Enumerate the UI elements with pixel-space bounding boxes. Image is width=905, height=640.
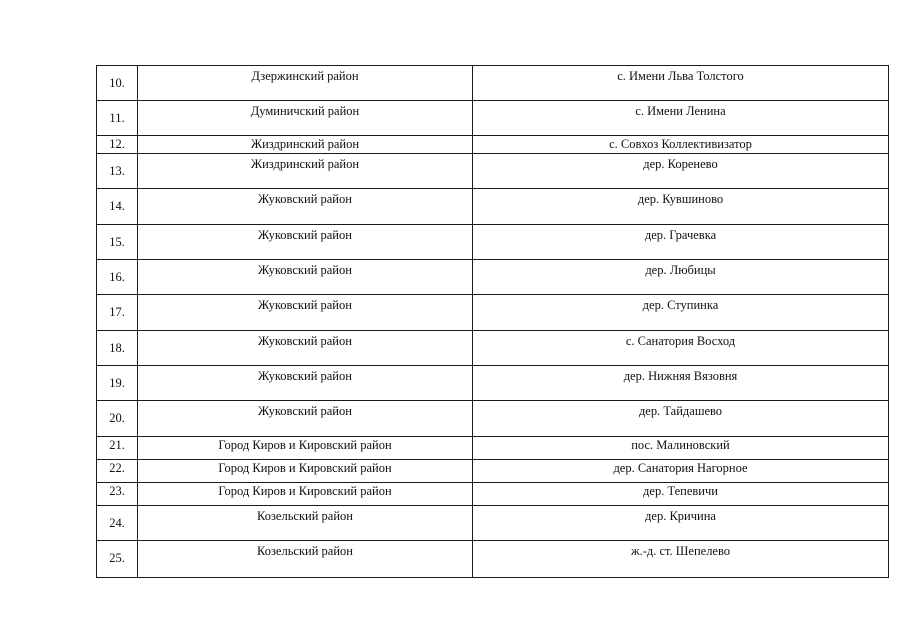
table-row	[97, 154, 889, 189]
settlement-cell	[473, 295, 889, 331]
settlement-cell	[473, 66, 889, 101]
row-number-cell	[97, 295, 138, 331]
district-name: Город Киров и Кировский район	[218, 484, 392, 498]
table-row	[97, 225, 889, 260]
district-cell	[138, 331, 473, 366]
district-name: Жиздринский район	[250, 157, 360, 171]
settlement-cell	[473, 401, 889, 437]
district-cell	[138, 366, 473, 401]
district-cell	[138, 541, 473, 578]
settlement-cell	[473, 506, 889, 541]
row-number: 22.	[109, 461, 125, 475]
table-row	[97, 136, 889, 154]
settlement-name: дер. Кувшиново	[637, 192, 724, 206]
district-cell	[138, 154, 473, 189]
district-cell	[138, 483, 473, 506]
settlement-name: с. Совхоз Коллективизатор	[609, 137, 752, 151]
district-name: Жуковский район	[258, 298, 352, 312]
row-number-cell	[97, 260, 138, 295]
settlement-cell	[473, 225, 889, 260]
district-name: Город Киров и Кировский район	[218, 461, 392, 475]
district-name: Жуковский район	[258, 192, 352, 206]
row-number: 21.	[109, 438, 125, 452]
row-number: 24.	[109, 516, 125, 530]
settlement-name: дер. Санатория Нагорное	[613, 461, 748, 475]
settlement-cell	[473, 541, 889, 578]
district-cell	[138, 136, 473, 154]
settlement-name: с. Имени Ленина	[635, 104, 726, 118]
district-name: Город Киров и Кировский район	[218, 438, 392, 452]
settlement-cell	[473, 460, 889, 483]
settlement-name: дер. Кричина	[645, 509, 716, 523]
table-row	[97, 506, 889, 541]
settlement-cell	[473, 483, 889, 506]
district-cell	[138, 101, 473, 136]
row-number: 16.	[109, 270, 125, 284]
settlement-name: ж.-д. ст. Шепелево	[630, 544, 731, 558]
district-name: Жуковский район	[258, 369, 352, 383]
row-number-cell	[97, 136, 138, 154]
district-name: Жуковский район	[258, 334, 352, 348]
row-number-cell	[97, 506, 138, 541]
district-cell	[138, 460, 473, 483]
row-number-cell	[97, 101, 138, 136]
row-number-cell	[97, 189, 138, 225]
district-name: Думиничский район	[250, 104, 360, 118]
row-number: 15.	[109, 235, 125, 249]
district-cell	[138, 506, 473, 541]
row-number: 13.	[109, 164, 125, 178]
settlement-name: дер. Тепевичи	[643, 484, 718, 498]
row-number: 10.	[109, 76, 125, 90]
settlement-cell	[473, 154, 889, 189]
row-number: 17.	[109, 305, 125, 319]
district-cell	[138, 437, 473, 460]
settlement-name: с. Имени Льва Толстого	[617, 69, 744, 83]
row-number: 12.	[109, 137, 125, 151]
settlement-cell	[473, 136, 889, 154]
district-cell	[138, 189, 473, 225]
district-cell	[138, 225, 473, 260]
settlements-table	[96, 65, 889, 578]
settlement-cell	[473, 260, 889, 295]
row-number: 18.	[109, 341, 125, 355]
settlement-name: дер. Коренево	[643, 157, 718, 171]
table-row	[97, 295, 889, 331]
row-number-cell	[97, 460, 138, 483]
district-cell	[138, 66, 473, 101]
row-number: 25.	[109, 551, 125, 565]
table-row	[97, 483, 889, 506]
settlement-cell	[473, 101, 889, 136]
table-row	[97, 437, 889, 460]
settlement-cell	[473, 437, 889, 460]
row-number-cell	[97, 401, 138, 437]
settlement-cell	[473, 366, 889, 401]
table-row	[97, 101, 889, 136]
table-row	[97, 66, 889, 101]
table-row	[97, 260, 889, 295]
district-name: Дзержинский район	[251, 69, 359, 83]
settlement-name: дер. Тайдашево	[638, 404, 723, 418]
district-name: Козельский район	[257, 544, 353, 558]
table-row	[97, 541, 889, 578]
table-body	[97, 66, 889, 578]
row-number-cell	[97, 437, 138, 460]
row-number: 11.	[109, 111, 125, 125]
table-row	[97, 401, 889, 437]
district-name: Жуковский район	[258, 404, 352, 418]
district-cell	[138, 295, 473, 331]
district-cell	[138, 401, 473, 437]
table-row	[97, 189, 889, 225]
row-number: 23.	[109, 484, 125, 498]
settlement-name: дер. Любицы	[645, 263, 716, 277]
row-number-cell	[97, 541, 138, 578]
table-row	[97, 366, 889, 401]
settlement-name: с. Санатория Восход	[625, 334, 736, 348]
row-number-cell	[97, 66, 138, 101]
settlement-name: дер. Нижняя Вязовня	[623, 369, 738, 383]
settlement-name: дер. Грачевка	[644, 228, 717, 242]
row-number-cell	[97, 225, 138, 260]
row-number: 14.	[109, 199, 125, 213]
table-row	[97, 331, 889, 366]
row-number-cell	[97, 331, 138, 366]
district-cell	[138, 260, 473, 295]
row-number-cell	[97, 154, 138, 189]
row-number-cell	[97, 366, 138, 401]
district-name: Козельский район	[257, 509, 353, 523]
row-number: 19.	[109, 376, 125, 390]
district-name: Жуковский район	[258, 228, 352, 242]
settlement-name: пос. Малиновский	[631, 438, 730, 452]
table-row	[97, 460, 889, 483]
settlement-name: дер. Ступинка	[642, 298, 719, 312]
settlement-cell	[473, 189, 889, 225]
district-name: Жуковский район	[258, 263, 352, 277]
settlement-cell	[473, 331, 889, 366]
row-number: 20.	[109, 411, 125, 425]
district-name: Жиздринский район	[250, 137, 360, 151]
row-number-cell	[97, 483, 138, 506]
